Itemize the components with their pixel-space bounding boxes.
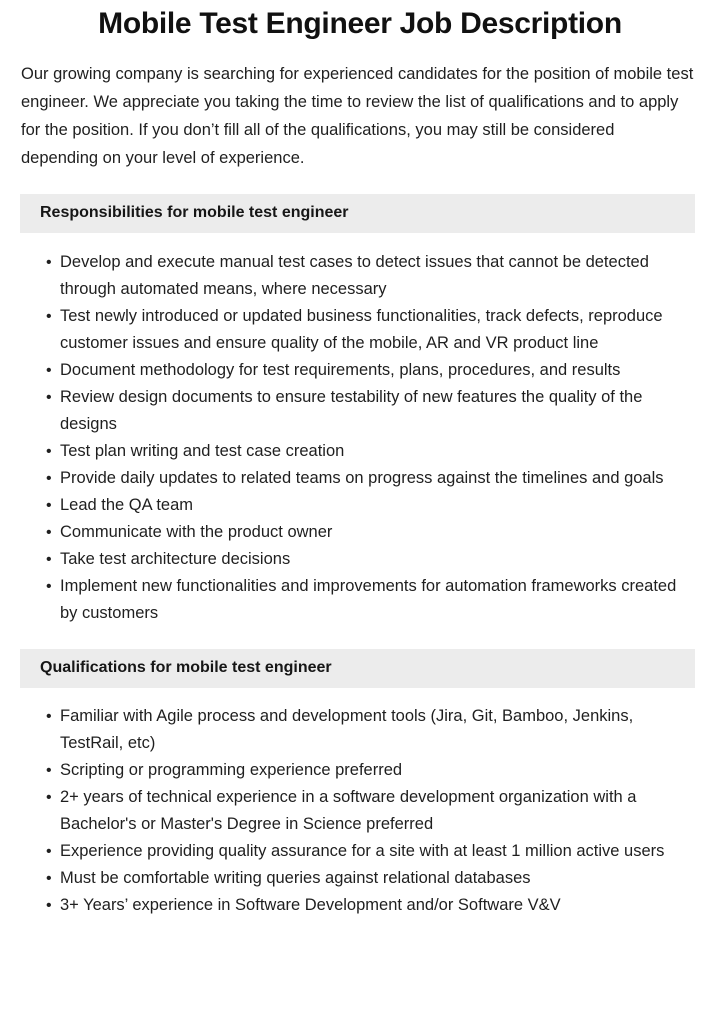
bullet-icon: • [46, 470, 52, 487]
bullet-icon: • [46, 843, 52, 860]
list-item-text: Test newly introduced or updated business functionalities, track defects, reproduce customer issues and ensure quality of the mobile, AR and VR product line [60, 307, 663, 352]
list-item [46, 357, 698, 384]
list-item [46, 546, 698, 573]
list-item [46, 757, 698, 784]
section-heading-qualifications: Qualifications for mobile test engineer [20, 649, 695, 688]
list-item [46, 492, 698, 519]
bullet-icon: • [46, 897, 52, 914]
intro-paragraph: Our growing company is searching for experienced candidates for the position of mobile test engineer. We appreciate you taking the time to review the list of qualifications and to apply for the position. If you don’t fill all of the qualifications, you may still be considered depending on your level of experience. [21, 65, 694, 167]
list-item-text: 2+ years of technical experience in a software development organization with a Bachelor's or Master's Degree in Science preferred [60, 788, 637, 833]
list-item [46, 865, 698, 892]
bullet-icon: • [46, 389, 52, 406]
list-item-text: Develop and execute manual test cases to detect issues that cannot be detected through automated means, where necessary [60, 253, 649, 298]
bullet-icon: • [46, 524, 52, 541]
list-item-text: Provide daily updates to related teams on progress against the timelines and goals [60, 469, 664, 487]
bullet-icon: • [46, 762, 52, 779]
list-item [46, 703, 698, 757]
list-item [46, 438, 698, 465]
list-item-text: Experience providing quality assurance for a site with at least 1 million active users [60, 842, 665, 860]
list-item-text: Scripting or programming experience preferred [60, 761, 403, 779]
bullet-icon: • [46, 870, 52, 887]
responsibilities-list [0, 233, 720, 627]
list-item-text: 3+ Years’ experience in Software Development and/or Software V&V [60, 896, 561, 914]
list-item [46, 465, 698, 492]
section-heading-responsibilities: Responsibilities for mobile test engineer [20, 194, 695, 233]
list-item-text: Review design documents to ensure testability of new features the quality of the designs [60, 388, 643, 433]
bullet-icon: • [46, 308, 52, 325]
list-item-text: Must be comfortable writing queries against relational databases [60, 869, 531, 887]
list-item-text: Take test architecture decisions [60, 550, 291, 568]
list-item-text: Implement new functionalities and improvements for automation frameworks created by customers [60, 577, 677, 622]
list-item [46, 573, 698, 627]
section-qualifications [0, 649, 720, 919]
list-item-text: Communicate with the product owner [60, 523, 333, 541]
bullet-icon: • [46, 254, 52, 271]
qualifications-list [0, 688, 720, 919]
bullet-icon: • [46, 362, 52, 379]
list-item [46, 384, 698, 438]
list-item [46, 784, 698, 838]
list-item-text: Test plan writing and test case creation [60, 442, 345, 460]
bullet-icon: • [46, 578, 52, 595]
bullet-icon: • [46, 443, 52, 460]
list-item-text: Lead the QA team [60, 496, 194, 514]
list-item [46, 519, 698, 546]
bullet-icon: • [46, 708, 52, 725]
list-item-text: Document methodology for test requirements, plans, procedures, and results [60, 361, 621, 379]
bullet-icon: • [46, 551, 52, 568]
list-item [46, 892, 698, 919]
list-item [46, 303, 698, 357]
list-item-text: Familiar with Agile process and development tools (Jira, Git, Bamboo, Jenkins, TestRail, etc) [60, 707, 634, 752]
list-item [46, 249, 698, 303]
page-title: Mobile Test Engineer Job Description [98, 7, 622, 40]
bullet-icon: • [46, 789, 52, 806]
section-responsibilities [0, 194, 720, 627]
bullet-icon: • [46, 497, 52, 514]
list-item [46, 838, 698, 865]
